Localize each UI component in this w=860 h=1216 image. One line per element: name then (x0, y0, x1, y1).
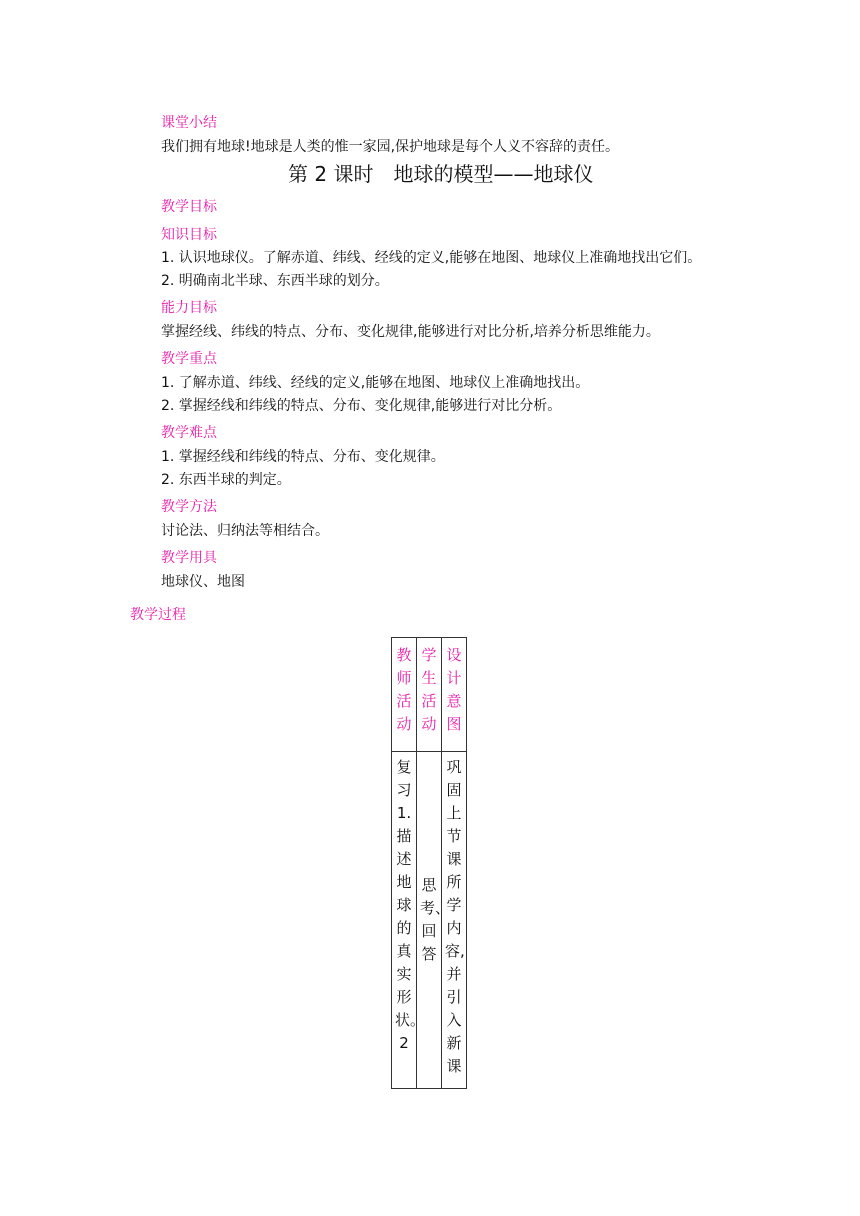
difficulty-item: 2. 东西半球的判定。 (161, 472, 291, 488)
teaching-methods-heading: 教学方法 (161, 499, 217, 515)
cell-design-intent: 巩固上节课所学内容,并引入新课 (442, 752, 467, 1089)
knowledge-item: 2. 明确南北半球、东西半球的划分。 (161, 273, 389, 289)
teaching-process-heading: 教学过程 (130, 607, 186, 623)
ability-text: 掌握经线、纬线的特点、分布、变化规律,能够进行对比分析,培养分析思维能力。 (161, 324, 660, 340)
summary-text: 我们拥有地球!地球是人类的惟一家园,保护地球是每个人义不容辞的责任。 (161, 139, 620, 155)
table-row (392, 752, 467, 1089)
teaching-methods-text: 讨论法、归纳法等相结合。 (161, 523, 329, 539)
key-points-heading: 教学重点 (161, 351, 217, 367)
key-point-item: 1. 了解赤道、纬线、经线的定义,能够在地图、地球仪上准确地找出。 (161, 375, 590, 391)
table-header-row (392, 638, 467, 752)
knowledge-item: 1. 认识地球仪。了解赤道、纬线、经线的定义,能够在地图、地球仪上准确地找出它们。 (161, 250, 702, 266)
header-student-activity: 学生活动 (417, 638, 442, 752)
lesson-title: 第 2 课时 地球的模型——地球仪 (288, 162, 594, 186)
knowledge-goals-heading: 知识目标 (161, 227, 217, 243)
key-point-item: 2. 掌握经线和纬线的特点、分布、变化规律,能够进行对比分析。 (161, 398, 562, 414)
teaching-process-table (391, 637, 467, 1089)
summary-heading: 课堂小结 (161, 115, 217, 131)
teaching-tools-text: 地球仪、地图 (161, 574, 245, 590)
header-design-intent: 设计意图 (442, 638, 467, 752)
difficulties-heading: 教学难点 (161, 425, 217, 441)
cell-student-activity: 思考、回答 (417, 752, 442, 1089)
cell-teacher-activity: 复习1.描述地球的真实形状。2 (392, 752, 417, 1089)
ability-goals-heading: 能力目标 (161, 300, 217, 316)
header-teacher-activity: 教师活动 (392, 638, 417, 752)
teaching-goals-heading: 教学目标 (161, 199, 217, 215)
teaching-tools-heading: 教学用具 (161, 550, 217, 566)
difficulty-item: 1. 掌握经线和纬线的特点、分布、变化规律。 (161, 449, 445, 465)
